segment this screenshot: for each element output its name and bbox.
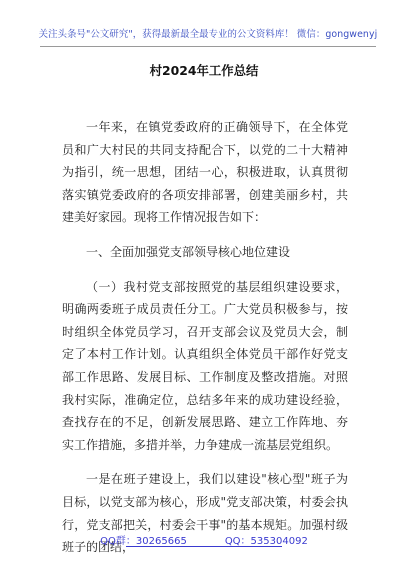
footer-qq-group: QQ群：30265665 <box>100 536 187 547</box>
footer-underline <box>126 546 282 547</box>
footer-contact <box>0 532 408 547</box>
document-body <box>62 116 348 559</box>
body-paragraph: （一）我村党支部按照党的基层组织建设要求，明确两委班子成员责任分工。广大党员积极参与，按时组织全体党员学习，召开支部会议及党员大会，制定了本村工作计划。认真组织全体党员干部作好党支部工作思路、发展目标、工作制度及整改措施。对照我村实际，准确定位，总结多年来的成功建设经验，查找存在的不足，创新发展思路、建立工作阵地、夯实工作措施，多措并举，力争建成一流基层党组织。 <box>62 279 348 452</box>
body-paragraph: 一是在班子建设上，我们以建设"核心型"班子为目标，以党支部为核心，形成"党支部决策，村委会执行，党支部把关，村委会干事"的基本规矩。加强村级班子的团结， <box>62 472 348 555</box>
header-banner: 关注头条号"公文研究"，获得最新最全最专业的公文资料库！ 微信：gongwenyj <box>38 29 378 40</box>
footer-qq: QQ：535304092 <box>224 536 308 547</box>
intro-paragraph: 一年来，在镇党委政府的正确领导下，在全体党员和广大村民的共同支持配合下，以党的二十大精神为指引，统一思想，团结一心，积极进取，认真贯彻落实镇党委政府的各项安排部署，创建美丽乡村，共建美好家园。现将工作情况报告如下： <box>62 120 348 225</box>
header-divider <box>40 46 376 47</box>
section-heading: 一、全面加强党支部领导核心地位建设 <box>86 244 291 259</box>
document-title: 村2024年工作总结 <box>149 63 259 78</box>
